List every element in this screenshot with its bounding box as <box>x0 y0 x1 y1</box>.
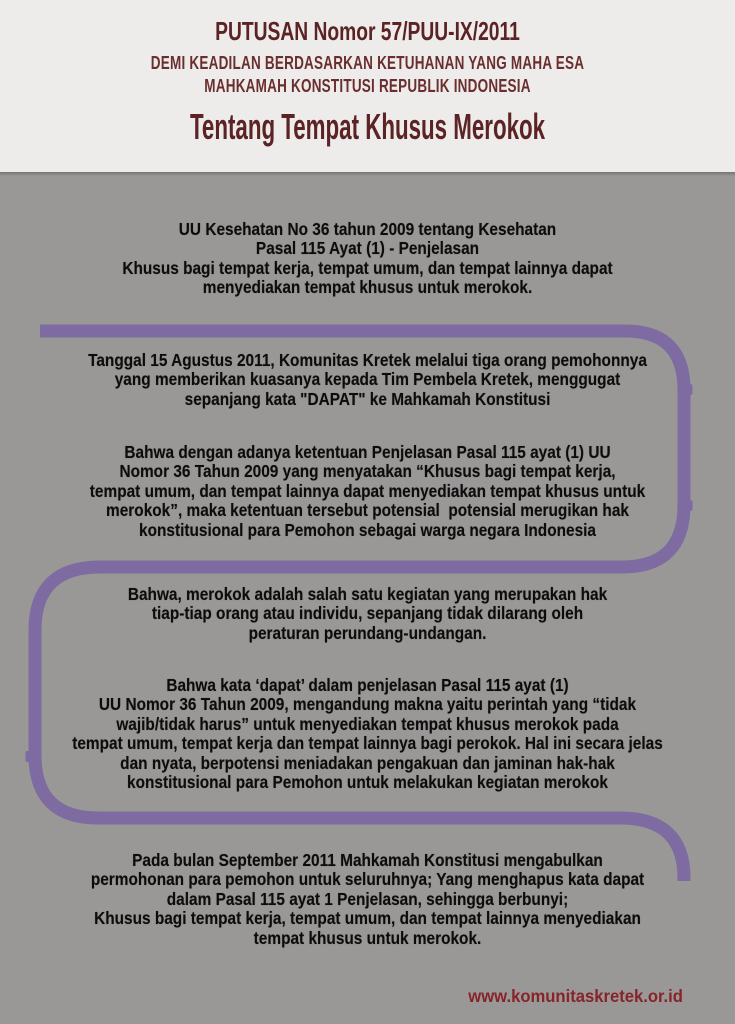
text-line: Khusus bagi tempat kerja, tempat umum, dan tempat lainnya dapat <box>122 257 613 278</box>
text-line: wajib/tidak harus” untuk menyediakan tempat khusus merokok pada <box>116 713 619 734</box>
text-line: konstitusional para Pemohon untuk melakukan kegiatan merokok <box>127 772 608 793</box>
page-title: Tentang Tempat Khusus Merokok <box>189 106 546 147</box>
text-line: Bahwa kata ‘dapat’ dalam penjelasan Pasal 115 ayat (1) <box>166 675 569 695</box>
text-line: tiap-tiap orang atau individu, sepanjang tidak dilarang oleh <box>151 603 584 624</box>
motto-line: DEMI KEADILAN BERDASARKAN KETUHANAN YANG MAHA ESA <box>150 52 585 73</box>
header-shadow-divider <box>0 172 735 176</box>
text-line: Pada bulan September 2011 Mahkamah Konstitusi mengabulkan <box>132 850 603 870</box>
text-line: tempat umum, tempat kerja dan tempat lainnya bagi perokok. Hal ini secara jelas <box>72 733 663 754</box>
text-line: Tanggal 15 Agustus 2011, Komunitas Kretek melalui tiga orang pemohonnya <box>88 350 647 370</box>
section-lawsuit <box>0 351 735 409</box>
text-line: peraturan perundang-undangan. <box>248 622 487 643</box>
section-verdict <box>0 851 735 948</box>
header <box>0 0 735 172</box>
text-line: merokok”, maka ketentuan tersebut potensial potensial merugikan hak <box>106 500 629 521</box>
text-line: yang memberikan kuasanya kepada Tim Pembela Kretek, menggugat <box>114 369 621 390</box>
text-line: sepanjang kata "DAPAT" ke Mahkamah Konstitusi <box>184 388 551 409</box>
text-line: tempat khusus untuk merokok. <box>253 927 482 948</box>
text-line: UU Kesehatan No 36 tahun 2009 tentang Kesehatan <box>178 219 557 239</box>
section-right-to-smoke <box>0 585 735 643</box>
decision-number: PUTUSAN Nomor 57/PUU-IX/2011 <box>215 16 520 46</box>
text-line: konstitusional para Pemohon sebagai warga negara Indonesia <box>139 519 596 540</box>
court-line: MAHKAMAH KONSTITUSI REPUBLIK INDONESIA <box>204 75 531 96</box>
text-line: dan nyata, berpotensi meniadakan pengakuan dan jaminan hak-hak <box>120 752 615 773</box>
text-line: Nomor 36 Tahun 2009 yang menyatakan “Khusus bagi tempat kerja, <box>119 461 616 482</box>
text-line: Pasal 115 Ayat (1) - Penjelasan <box>255 238 480 259</box>
section-law-quote <box>0 220 735 298</box>
text-line: Bahwa, merokok adalah salah satu kegiatan yang merupakan hak <box>127 584 608 604</box>
text-line: menyediakan tempat khusus untuk merokok. <box>202 277 533 298</box>
text-line: Khusus bagi tempat kerja, tempat umum, dan tempat lainnya menyediakan <box>94 908 641 929</box>
website-url: www.komunitaskretek.or.id <box>468 986 683 1006</box>
text-line: tempat umum, dan tempat lainnya dapat menyediakan tempat khusus untuk <box>89 480 646 501</box>
text-line: dalam Pasal 115 ayat 1 Penjelasan, sehingga berbunyi; <box>166 888 569 909</box>
section-potential-loss <box>0 443 735 540</box>
text-line: Bahwa dengan adanya ketentuan Penjelasan Pasal 115 ayat (1) UU <box>124 442 611 462</box>
text-line: permohonan para pemohon untuk seluruhnya; Yang menghapus kata dapat <box>90 869 645 890</box>
section-meaning-of-dapat <box>0 676 735 792</box>
text-line: UU Nomor 36 Tahun 2009, mengandung makna yaitu perintah yang “tidak <box>98 694 637 715</box>
